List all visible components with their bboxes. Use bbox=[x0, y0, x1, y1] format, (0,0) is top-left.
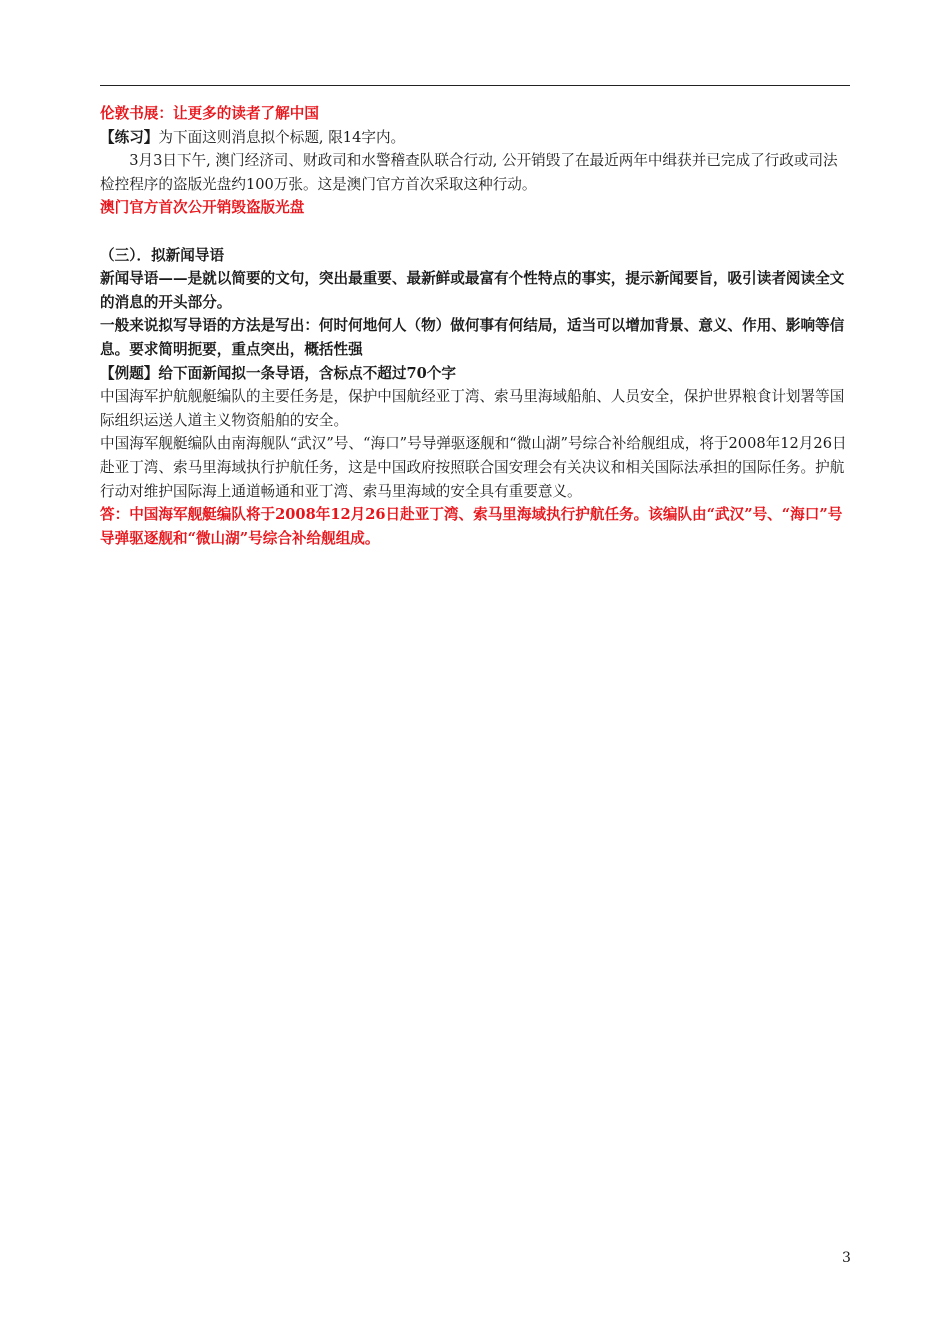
example-prompt: 给下面新闻拟一条导语，含标点不超过70个字 bbox=[158, 364, 456, 382]
example-line bbox=[100, 362, 852, 386]
exercise-prompt: 为下面这则消息拟个标题, 限14字内。 bbox=[158, 128, 406, 146]
spacer bbox=[100, 220, 852, 244]
lead-method: 一般来说拟写导语的方法是写出：何时何地何人（物）做何事有何结局，适当可以增加背景、意义、作用、影响等信息。要求简明扼要，重点突出，概括性强 bbox=[100, 317, 845, 358]
example-news-paragraph-2: 中国海军舰艇编队由南海舰队“武汉”号、“海口”号导弹驱逐舰和“微山湖”号综合补给舰组成，将于2008年12月26日赴亚丁湾、索马里海域执行护航任务，这是中国政府按照联合国安理会有关决议和相关国际法承担的国际任务。护航行动对维护国际海上通道畅通和亚丁湾、索马里海域的安全具有重要意义。 bbox=[100, 435, 847, 500]
exercise-news-text: 3月3日下午, 澳门经济司、财政司和水警稽查队联合行动, 公开销毁了在最近两年中缉获并已完成了行政或司法检控程序的盗版光盘约100万张。这是澳门官方首次采取这种行动。 bbox=[100, 152, 838, 193]
document-body bbox=[100, 102, 852, 550]
example-news-paragraph-1: 中国海军护航舰艇编队的主要任务是，保护中国航经亚丁湾、索马里海域船舶、人员安全，保护世界粮食计划署等国际组织运送人道主义物资船舶的安全。 bbox=[100, 388, 845, 429]
section-heading: （三）．拟新闻导语 bbox=[100, 246, 225, 264]
headline-example: 伦敦书展：让更多的读者了解中国 bbox=[100, 105, 319, 122]
lead-definition: 新闻导语——是就以简要的文句，突出最重要、最新鲜或最富有个性特点的事实，提示新闻要旨，吸引读者阅读全文的消息的开头部分。 bbox=[100, 270, 845, 311]
example-answer: 答：中国海军舰艇编队将于2008年12月26日赴亚丁湾、索马里海域执行护航任务。该编队由“武汉”号、“海口”号导弹驱逐舰和“微山湖”号综合补给舰组成。 bbox=[100, 506, 843, 547]
exercise-answer: 澳门官方首次公开销毁盗版光盘 bbox=[100, 199, 305, 217]
exercise-tag: 【练习】 bbox=[100, 128, 159, 146]
example-tag: 【例题】 bbox=[100, 364, 159, 382]
header-rule bbox=[100, 85, 850, 86]
page-number: 3 bbox=[842, 1250, 851, 1266]
exercise-line bbox=[100, 126, 852, 150]
